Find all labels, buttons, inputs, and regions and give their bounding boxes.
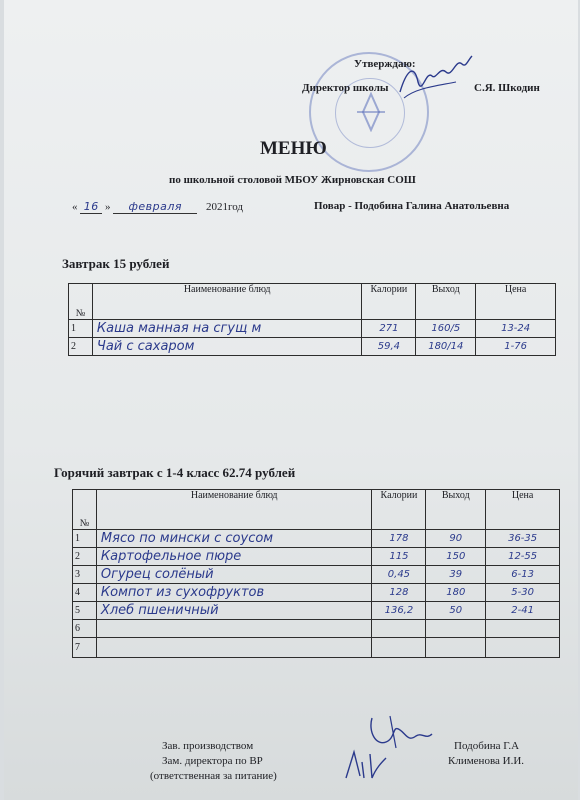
col-output: Выход — [426, 490, 486, 530]
output: 50 — [426, 602, 486, 620]
price: 6-13 — [486, 566, 560, 584]
calories: 128 — [372, 584, 426, 602]
date-month: февраля — [113, 200, 197, 214]
dish-name: Картофельное пюре — [96, 548, 372, 566]
footer-position-1: Зав. производством — [162, 740, 254, 752]
price — [486, 638, 560, 658]
col-output: Выход — [416, 284, 476, 320]
approval-label: Утверждаю: — [354, 58, 416, 70]
col-dish: Наименование блюд — [96, 490, 372, 530]
dish-name: Каша манная на сгущ м — [92, 320, 362, 338]
row-number: 2 — [69, 338, 93, 356]
table-row — [73, 602, 560, 620]
table-row — [73, 548, 560, 566]
menu-document — [4, 0, 578, 800]
table-row — [73, 638, 560, 658]
table-row — [73, 530, 560, 548]
output: 150 — [426, 548, 486, 566]
dish-name: Компот из сухофруктов — [96, 584, 372, 602]
price: 5-30 — [486, 584, 560, 602]
menu-date — [72, 200, 243, 214]
hot-breakfast-heading: Горячий завтрак с 1-4 класс 62.74 рублей — [54, 465, 296, 480]
table-row — [73, 584, 560, 602]
calories: 271 — [362, 320, 416, 338]
output — [426, 620, 486, 638]
col-price: Цена — [486, 490, 560, 530]
col-dish: Наименование блюд — [92, 284, 362, 320]
footer-name-2: Клименова И.И. — [448, 755, 525, 767]
col-price: Цена — [476, 284, 556, 320]
page-title: МЕНЮ — [260, 138, 327, 159]
row-number: 7 — [73, 638, 97, 658]
subtitle: по школьной столовой МБОУ Жирновская СОШ — [169, 174, 416, 186]
output: 160/5 — [416, 320, 476, 338]
dish-name: Мясо по мински с соусом — [96, 530, 372, 548]
footer-position-3: (ответственная за питание) — [150, 770, 277, 782]
price: 13-24 — [476, 320, 556, 338]
date-year: 2021год — [206, 201, 244, 213]
director-name: С.Я. Шкодин — [474, 82, 540, 94]
price: 1-76 — [476, 338, 556, 356]
row-number: 5 — [73, 602, 97, 620]
row-number: 1 — [69, 320, 93, 338]
calories: 178 — [372, 530, 426, 548]
director-label: Директор школы — [302, 82, 389, 94]
table-header-row — [69, 284, 556, 320]
dish-name: Хлеб пшеничный — [96, 602, 372, 620]
col-calories: Калории — [372, 490, 426, 530]
price: 12-55 — [486, 548, 560, 566]
breakfast-heading: Завтрак 15 рублей — [62, 256, 170, 271]
director-signature — [396, 52, 474, 102]
table-row — [73, 566, 560, 584]
output: 180 — [426, 584, 486, 602]
output: 39 — [426, 566, 486, 584]
price — [486, 620, 560, 638]
calories: 59,4 — [362, 338, 416, 356]
breakfast-table — [68, 283, 556, 356]
dish-name — [96, 638, 372, 658]
dish-name: Чай с сахаром — [92, 338, 362, 356]
price: 36-35 — [486, 530, 560, 548]
row-number: 3 — [73, 566, 97, 584]
dish-name — [96, 620, 372, 638]
col-calories: Калории — [362, 284, 416, 320]
col-number: № — [73, 490, 97, 530]
table-row — [69, 320, 556, 338]
calories — [372, 638, 426, 658]
table-header-row — [73, 490, 560, 530]
calories: 0,45 — [372, 566, 426, 584]
output: 180/14 — [416, 338, 476, 356]
calories: 136,2 — [372, 602, 426, 620]
output: 90 — [426, 530, 486, 548]
footer-position-2: Зам. директора по ВР — [162, 755, 263, 767]
dish-name: Огурец солёный — [96, 566, 372, 584]
price: 2-41 — [486, 602, 560, 620]
table-row — [73, 620, 560, 638]
row-number: 2 — [73, 548, 97, 566]
row-number: 1 — [73, 530, 97, 548]
row-number: 6 — [73, 620, 97, 638]
table-row — [69, 338, 556, 356]
col-number: № — [69, 284, 93, 320]
row-number: 4 — [73, 584, 97, 602]
date-day: 16 — [80, 200, 102, 214]
calories — [372, 620, 426, 638]
hot-breakfast-table — [72, 489, 560, 658]
footer-name-1: Подобина Г.А — [454, 740, 520, 752]
output — [426, 638, 486, 658]
quote-close: » — [105, 201, 111, 213]
quote-open: « — [72, 201, 78, 213]
deputy-signature — [340, 748, 388, 782]
calories: 115 — [372, 548, 426, 566]
cook-name: Повар - Подобина Галина Анатольевна — [314, 200, 510, 212]
